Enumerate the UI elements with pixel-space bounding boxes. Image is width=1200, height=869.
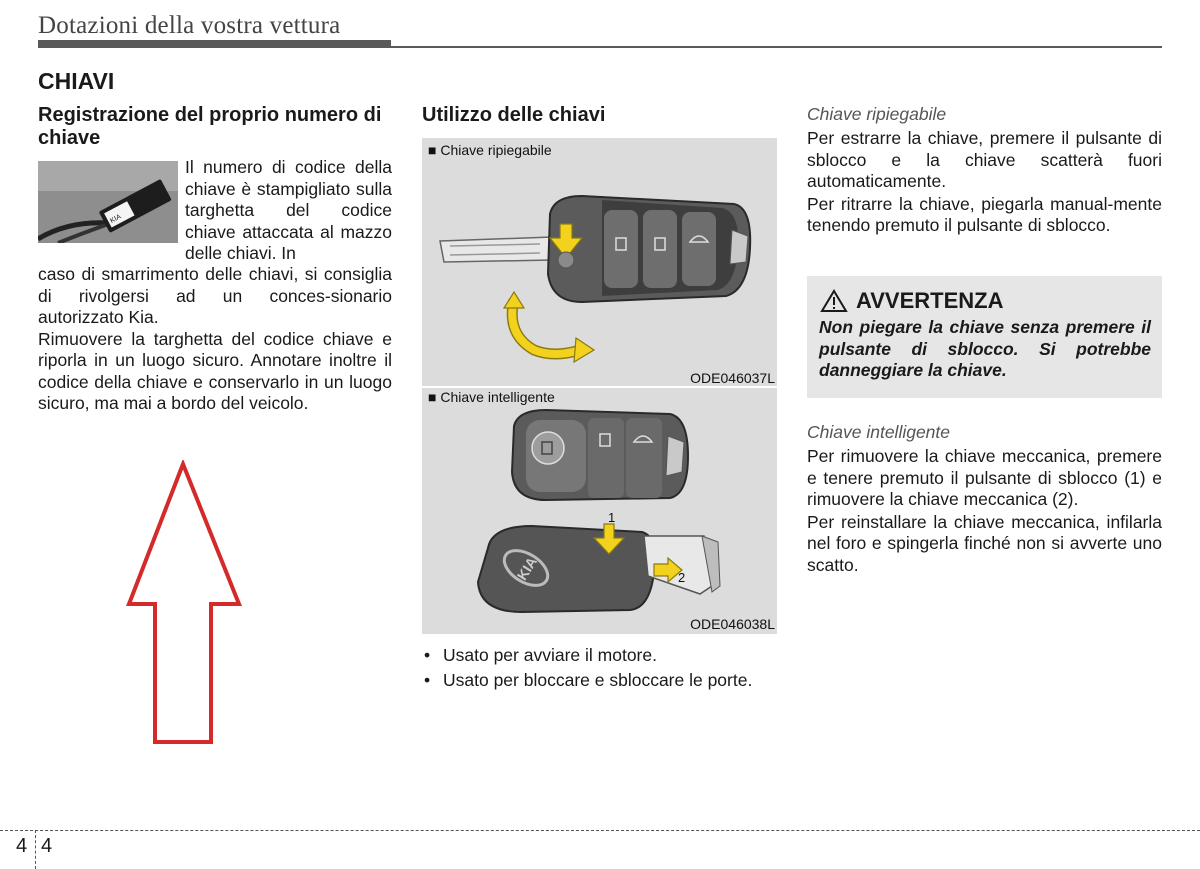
warning-title (820, 288, 1004, 314)
footer-rule (0, 830, 1200, 831)
figure1-code: ODE046037L (690, 370, 775, 386)
smart-key-remove-paragraph: Per rimuovere la chiave meccanica, premere e tenere premuto il pulsante di sblocco (1) e rimuovere la chiave meccanica (2). (807, 446, 1162, 509)
smart-key-section (807, 422, 1162, 576)
figure2-code: ODE046038L (690, 616, 775, 632)
key-number-heading: Registrazione del proprio numero di chiave (38, 104, 382, 149)
smart-key-figure (422, 386, 777, 634)
footer-divider (35, 830, 36, 869)
figure2-label-2: 2 (678, 570, 686, 585)
folding-key-figure (422, 138, 777, 388)
warning-title-text: AVVERTENZA (856, 288, 1004, 313)
figure2-caption (428, 389, 555, 405)
bullet-text: Usato per avviare il motore. (443, 645, 657, 665)
section-title: CHIAVI (38, 68, 115, 94)
warning-text: Non piegare la chiave senza premere il pulsante di sblocco. Si potrebbe danneggiare la chiave. (819, 317, 1151, 380)
usage-bullet-list (422, 645, 777, 694)
running-header: Dotazioni della vostra vettura (38, 12, 341, 39)
folding-key-illustration (422, 138, 777, 388)
figure2-caption-text: Chiave intelligente (440, 389, 555, 405)
key-tag-storage-paragraph: Rimuovere la targhetta del codice chiave e riporla in un luogo sicuro. Annotare inoltre il codice della chiave e conservarlo in un luogo sicuro, ma mai a bordo del veicolo. (38, 328, 392, 413)
smart-key-illustration (422, 386, 777, 634)
bullet-marker: • (424, 669, 431, 690)
figure2-caption-marker: ■ (428, 389, 437, 405)
figure2-label-1: 1 (608, 510, 616, 525)
key-number-paragraph: Il numero di codice della chiave è stampigliato sulla targhetta del codice chiave attaccata al mazzo delle chiavi. In (185, 157, 392, 263)
chapter-number: 4 (16, 835, 28, 857)
figure1-caption-text: Chiave ripiegabile (440, 142, 552, 158)
key-number-paragraph-continued: caso di smarrimento delle chiavi, si consiglia di rivolgersi ad un conces-sionario autorizzato Kia. (38, 264, 392, 327)
folding-key-section (807, 104, 1162, 237)
folding-key-heading: Chiave ripiegabile (807, 104, 947, 124)
key-tag-illustration (38, 161, 178, 243)
key-usage-heading: Utilizzo delle chiavi (422, 104, 606, 126)
svg-text:KIA: KIA (513, 554, 541, 583)
bullet-marker: • (424, 645, 431, 665)
warning-triangle-icon (820, 289, 848, 313)
bullet-text: Usato per bloccare e sbloccare le porte. (443, 669, 753, 690)
smart-key-heading: Chiave intelligente (807, 422, 951, 442)
page-number: 4 (41, 835, 53, 857)
figure1-caption (428, 142, 552, 158)
figure-divider (422, 386, 777, 388)
list-item (422, 670, 777, 692)
folding-key-retract-paragraph: Per ritrarre la chiave, piegarla manual-mente tenendo premuto il pulsante di sblocco. (807, 193, 1162, 235)
list-item (422, 645, 777, 667)
up-arrow-annotation-icon (125, 460, 245, 750)
svg-text:KIA: KIA (109, 213, 123, 225)
header-rule-dark (38, 40, 391, 48)
folding-key-extract-paragraph: Per estrarre la chiave, premere il pulsante di sblocco e la chiave scatterà fuori automaticamente. (807, 128, 1162, 191)
header-rule (391, 46, 1162, 48)
key-code-tag-photo (38, 161, 178, 243)
smart-key-reinstall-paragraph: Per reinstallare la chiave meccanica, infilarla nel foro e spingerla finché non si avverte uno scatto. (807, 511, 1162, 575)
figure1-caption-marker: ■ (428, 142, 437, 158)
